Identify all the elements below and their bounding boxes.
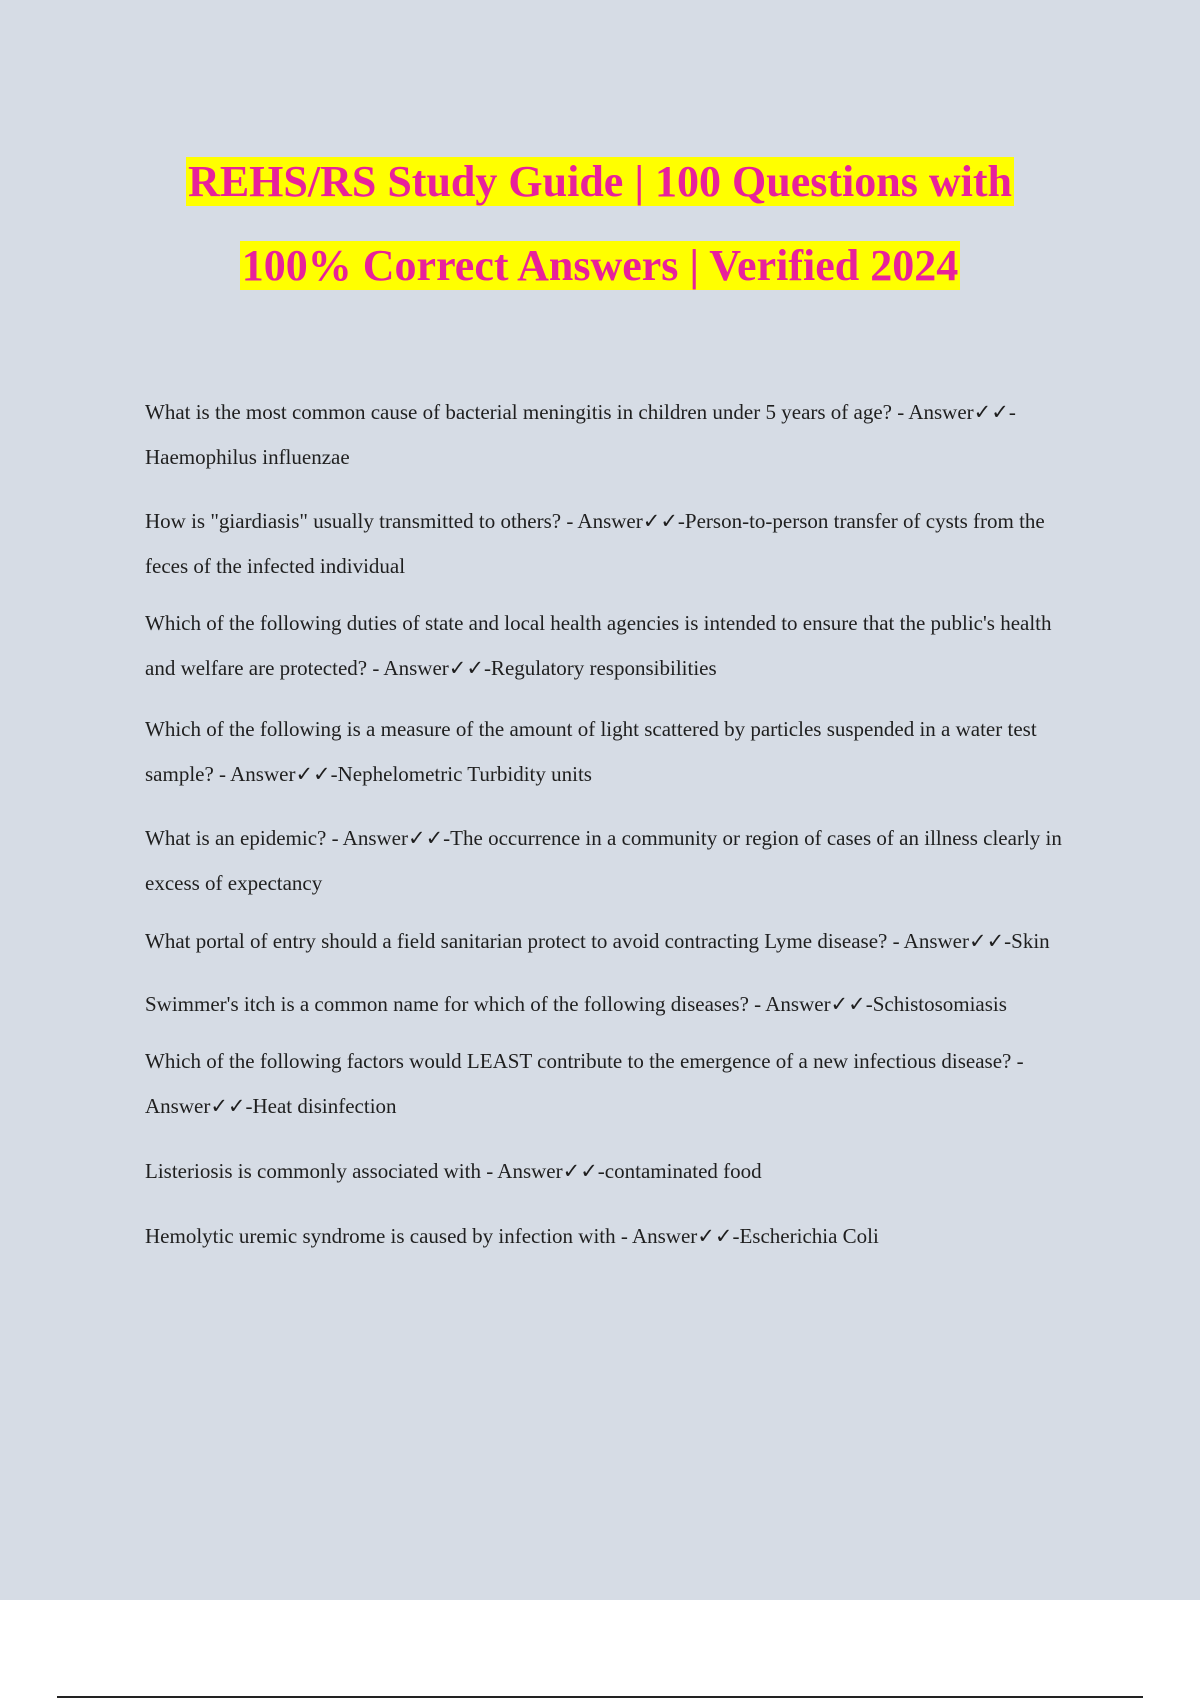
title-line-2: 100% Correct Answers | Verified 2024 (241, 241, 959, 290)
qa-item: What portal of entry should a field sanitarian protect to avoid contracting Lyme disease? - Answer✓✓-Skin (145, 929, 1050, 953)
qa-item: Swimmer's itch is a common name for which of the following diseases? - Answer✓✓-Schistosomiasis (145, 992, 1007, 1016)
qa-item: Which of the following factors would LEAST contribute to the emergence of a new infectious disease? - Answer✓✓-Heat disinfection (145, 1049, 1024, 1118)
title-line-1: REHS/RS Study Guide | 100 Questions with (188, 157, 1012, 206)
qa-item: Which of the following duties of state and local health agencies is intended to ensure that the public's health and welfare are protected? - Answer✓✓-Regulatory responsibilities (145, 611, 1052, 680)
qa-item: Hemolytic uremic syndrome is caused by infection with - Answer✓✓-Escherichia Coli (145, 1224, 879, 1248)
qa-item: Listeriosis is commonly associated with - Answer✓✓-contaminated food (145, 1159, 762, 1183)
qa-item: What is an epidemic? - Answer✓✓-The occurrence in a community or region of cases of an illness clearly in excess of expectancy (145, 826, 1062, 895)
qa-list (145, 390, 1075, 1259)
page-title (0, 140, 1200, 308)
footer-divider (57, 1696, 1143, 1698)
qa-item: How is "giardiasis" usually transmitted to others? - Answer✓✓-Person-to-person transfer of cysts from the feces of the infected individual (145, 509, 1045, 578)
qa-item: Which of the following is a measure of the amount of light scattered by particles suspended in a water test sample? - Answer✓✓-Nephelometric Turbidity units (145, 717, 1037, 786)
qa-item: What is the most common cause of bacterial meningitis in children under 5 years of age? - Answer✓✓-Haemophilus influenzae (145, 400, 1016, 469)
